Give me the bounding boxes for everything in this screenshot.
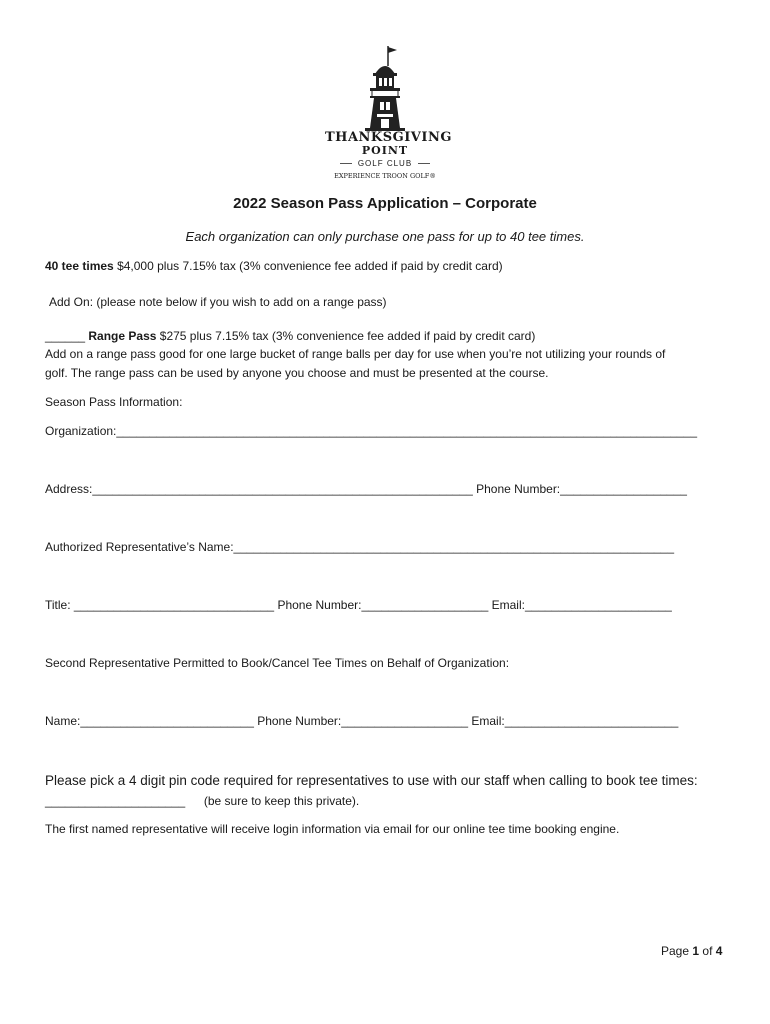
page-total: 4	[715, 944, 723, 958]
season-pass-info-heading: Season Pass Information:	[45, 395, 183, 409]
range-pass-desc-2: golf. The range pass can be used by anyone you choose and must be presented at the course.	[45, 366, 549, 380]
page-subtitle: Each organization can only purchase one pass for up to 40 tee times.	[185, 229, 585, 244]
address-phone-field[interactable]: Address:_________________________________________________________ Phone Number:___________________	[45, 482, 687, 496]
page-prefix: Page	[661, 944, 690, 958]
pin-line	[45, 794, 359, 808]
title-phone-email-field[interactable]: Title: ______________________________ Phone Number:___________________ Email:______________________	[45, 598, 672, 612]
logo-line2: POINT	[361, 144, 409, 157]
range-pass-line	[45, 329, 535, 343]
range-pass-desc-1: Add on a range pass good for one large bucket of range balls per day for use when you’re not utilizing your rounds of	[45, 347, 666, 361]
authorized-rep-field[interactable]: Authorized Representative’s Name:__________________________________________________________________	[45, 540, 675, 554]
page-current: 1	[692, 944, 700, 958]
club-logo	[325, 44, 452, 184]
pin-prompt: Please pick a 4 digit pin code required for representatives to use with our staff when calling to book tee times:	[45, 773, 698, 788]
lighthouse-icon	[325, 44, 445, 134]
logo-line4: EXPERIENCE TROON GOLF®	[334, 172, 436, 180]
logo-line3: GOLF CLUB	[325, 159, 445, 168]
page-title: 2022 Season Pass Application – Corporate	[233, 195, 537, 212]
second-rep-heading: Second Representative Permitted to Book/Cancel Tee Times on Behalf of Organization:	[45, 656, 510, 670]
add-on-text: Add On: (please note below if you wish to add on a range pass)	[49, 295, 387, 309]
tee-times-label: 40 tee times	[45, 259, 114, 273]
organization-field[interactable]: Organization:_______________________________________________________________________________________	[45, 424, 697, 438]
range-pass-label: Range Pass	[88, 329, 157, 343]
range-pass-text: $275 plus 7.15% tax (3% convenience fee added if paid by credit card)	[159, 329, 536, 343]
pin-blank[interactable]: _____________________	[45, 794, 186, 808]
tee-times-text: $4,000 plus 7.15% tax (3% convenience fee added if paid by credit card)	[117, 259, 503, 273]
logo-line1: THANKSGIVING	[325, 130, 452, 145]
range-pass-blank[interactable]: ______	[45, 329, 86, 343]
pin-note: (be sure to keep this private).	[203, 794, 360, 808]
page-of: of	[702, 944, 713, 958]
page-number	[661, 944, 722, 958]
name-phone-email-field[interactable]: Name:__________________________ Phone Number:___________________ Email:__________________________	[45, 714, 679, 728]
login-note: The first named representative will receive login information via email for our online tee time booking engine.	[45, 822, 620, 836]
tee-times-line	[45, 259, 503, 273]
